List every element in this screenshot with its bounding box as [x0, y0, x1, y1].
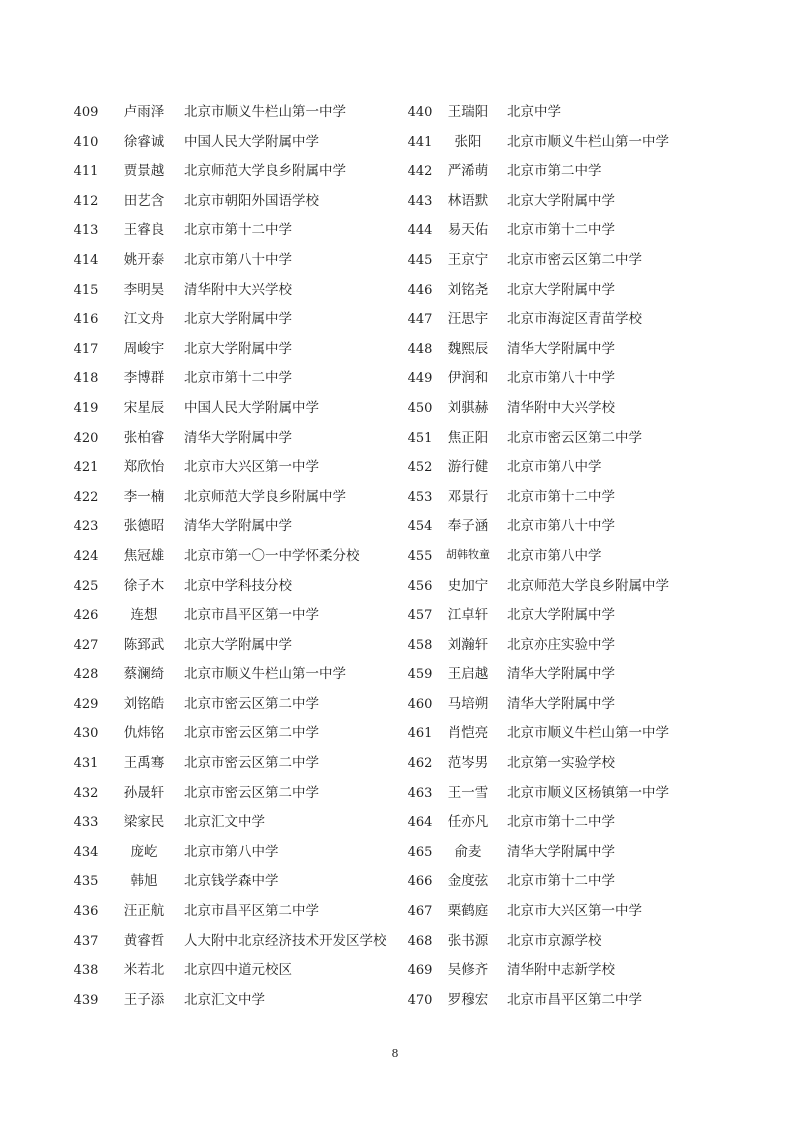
row-number: 465: [407, 844, 433, 860]
list-row: [66, 244, 406, 274]
student-name: 栗鹤庭: [447, 903, 489, 920]
list-row: [400, 895, 730, 925]
list-row: [66, 658, 406, 688]
school-name: 北京第一实验学校: [507, 755, 615, 772]
school-name: 北京中学科技分校: [184, 577, 292, 594]
list-row: [400, 984, 730, 1014]
row-number: 459: [407, 667, 433, 683]
school-name: 清华附中志新学校: [507, 962, 615, 979]
school-name: 清华附中大兴学校: [184, 281, 292, 298]
school-name: 北京市密云区第二中学: [184, 725, 319, 742]
school-name: 清华大学附属中学: [507, 340, 615, 357]
row-number: 450: [407, 400, 433, 416]
list-row: [400, 570, 730, 600]
list-row: [66, 481, 406, 511]
row-number: 469: [407, 963, 433, 979]
row-number: 454: [407, 519, 433, 535]
row-number: 411: [73, 164, 99, 180]
school-name: 北京市海淀区青苗学校: [507, 311, 642, 328]
school-name: 北京汇文中学: [184, 814, 265, 831]
row-number: 463: [407, 785, 433, 801]
student-name: 韩旭: [130, 873, 158, 890]
list-row: [400, 510, 730, 540]
row-number: 462: [407, 756, 433, 772]
school-name: 清华大学附属中学: [507, 843, 615, 860]
school-name: 北京市顺义区杨镇第一中学: [507, 784, 669, 801]
row-number: 460: [407, 696, 433, 712]
student-name: 黄睿哲: [123, 932, 165, 949]
student-name: 王启越: [447, 666, 489, 683]
school-name: 北京市昌平区第一中学: [184, 607, 319, 624]
row-number: 438: [73, 963, 99, 979]
school-name: 北京市密云区第二中学: [184, 755, 319, 772]
school-name: 北京市第十二中学: [507, 222, 615, 239]
list-row: [400, 303, 730, 333]
row-number: 413: [73, 223, 99, 239]
row-number: 427: [73, 637, 99, 653]
student-name: 王瑞阳: [447, 104, 489, 120]
list-row: [400, 954, 730, 984]
student-name: 刘铭尧: [447, 281, 489, 298]
row-number: 419: [73, 400, 99, 416]
row-number: 430: [73, 726, 99, 742]
list-row: [400, 244, 730, 274]
list-row: [400, 333, 730, 363]
school-name: 北京大学附属中学: [507, 281, 615, 298]
student-name: 范岑男: [447, 755, 489, 772]
school-name: 北京钱学森中学: [184, 873, 279, 890]
school-name: 北京市大兴区第一中学: [507, 903, 642, 920]
list-row: [66, 362, 406, 392]
school-name: 清华大学附属中学: [184, 518, 292, 535]
student-name: 汪正航: [123, 903, 165, 920]
list-row: [66, 806, 406, 836]
school-name: 清华大学附属中学: [507, 695, 615, 712]
row-number: 453: [407, 489, 433, 505]
school-name: 北京市第十二中学: [184, 222, 292, 239]
student-name: 胡韩牧童: [446, 547, 490, 561]
list-row: [400, 126, 730, 156]
list-row: [66, 777, 406, 807]
row-number: 470: [407, 992, 433, 1008]
student-name: 李博群: [123, 370, 165, 387]
row-number: 417: [73, 341, 99, 357]
list-row: [66, 629, 406, 659]
student-name: 林语默: [447, 192, 489, 209]
student-name: 郑欣怡: [123, 459, 165, 476]
row-number: 448: [407, 341, 433, 357]
row-number: 458: [407, 637, 433, 653]
school-name: 中国人民大学附属中学: [184, 399, 319, 416]
student-name: 汪思宇: [447, 311, 489, 328]
student-name: 王子添: [123, 991, 165, 1008]
list-row: [66, 717, 406, 747]
school-name: 北京市第八中学: [507, 459, 602, 476]
list-row: [66, 392, 406, 422]
school-name: 北京大学附属中学: [184, 311, 292, 328]
row-number: 440: [407, 105, 433, 120]
row-number: 435: [73, 874, 99, 890]
student-name: 王禹骞: [123, 755, 165, 772]
row-number: 446: [407, 282, 433, 298]
list-row: [66, 747, 406, 777]
student-name: 贾景越: [123, 163, 165, 180]
student-name: 徐子木: [123, 577, 165, 594]
list-row: [400, 688, 730, 718]
school-name: 北京大学附属中学: [507, 607, 615, 624]
row-number: 410: [73, 134, 99, 150]
student-name: 肖恺亮: [447, 725, 489, 742]
school-name: 北京大学附属中学: [184, 340, 292, 357]
row-number: 444: [407, 223, 433, 239]
school-name: 北京大学附属中学: [507, 192, 615, 209]
school-name: 北京市大兴区第一中学: [184, 459, 319, 476]
school-name: 北京市顺义牛栏山第一中学: [507, 133, 669, 150]
list-row: [66, 96, 406, 126]
student-name: 游行健: [447, 459, 489, 476]
student-name: 陈郅武: [123, 636, 165, 653]
row-number: 468: [407, 933, 433, 949]
school-name: 北京市密云区第二中学: [507, 429, 642, 446]
list-row: [400, 865, 730, 895]
student-name: 王睿良: [123, 222, 165, 239]
student-name: 易天佑: [447, 222, 489, 239]
school-name: 北京师范大学良乡附属中学: [507, 577, 669, 594]
list-row: [66, 688, 406, 718]
row-number: 414: [73, 252, 99, 268]
row-number: 457: [407, 608, 433, 624]
list-row: [66, 984, 406, 1014]
row-number: 418: [73, 371, 99, 387]
list-row: [400, 925, 730, 955]
school-name: 北京市顺义牛栏山第一中学: [507, 725, 669, 742]
school-name: 北京市第二中学: [507, 163, 602, 180]
school-name: 北京大学附属中学: [184, 636, 292, 653]
row-number: 464: [407, 815, 433, 831]
row-number: 429: [73, 696, 99, 712]
row-number: 409: [73, 105, 99, 120]
list-row: [400, 599, 730, 629]
student-name: 宋星辰: [123, 399, 165, 416]
student-name: 刘铭皓: [123, 695, 165, 712]
school-name: 北京市第十二中学: [507, 873, 615, 890]
list-row: [400, 806, 730, 836]
student-name: 刘骐赫: [447, 399, 489, 416]
school-name: 北京市第十二中学: [184, 370, 292, 387]
row-number: 451: [407, 430, 433, 446]
list-row: [400, 629, 730, 659]
list-row: [400, 274, 730, 304]
student-name: 焦冠雄: [123, 547, 165, 564]
row-number: 437: [73, 933, 99, 949]
row-number: 422: [73, 489, 99, 505]
row-number: 412: [73, 193, 99, 209]
list-row: [66, 451, 406, 481]
row-number: 461: [407, 726, 433, 742]
list-row: [66, 599, 406, 629]
row-number: 426: [73, 608, 99, 624]
school-name: 北京市第一〇一中学怀柔分校: [184, 547, 360, 564]
student-name: 严浠萌: [447, 163, 489, 180]
school-name: 北京市第八十中学: [507, 370, 615, 387]
row-number: 436: [73, 904, 99, 920]
page-number: 8: [391, 1047, 399, 1060]
list-row: [400, 658, 730, 688]
school-name: 北京亦庄实验中学: [507, 636, 615, 653]
row-number: 442: [407, 164, 433, 180]
school-name: 北京市第八中学: [184, 843, 279, 860]
student-name: 张德昭: [123, 518, 165, 535]
student-name: 仇炜铭: [123, 725, 165, 742]
row-number: 456: [407, 578, 433, 594]
row-number: 428: [73, 667, 99, 683]
student-name: 徐睿诚: [123, 133, 165, 150]
student-name: 伊润和: [447, 370, 489, 387]
school-name: 北京市第八十中学: [184, 251, 292, 268]
school-name: 北京师范大学良乡附属中学: [184, 163, 346, 180]
list-row: [66, 333, 406, 363]
student-name: 俞麦: [454, 843, 482, 860]
student-name: 马培朔: [447, 695, 489, 712]
student-name: 周峻宇: [123, 340, 165, 357]
list-row: [66, 510, 406, 540]
school-name: 北京汇文中学: [184, 991, 265, 1008]
row-number: 420: [73, 430, 99, 446]
list-row: [400, 451, 730, 481]
student-name: 张柏睿: [123, 429, 165, 446]
left-column: [66, 96, 406, 1013]
right-column: [400, 96, 730, 1013]
student-name: 李明昊: [123, 281, 165, 298]
school-name: 北京市第十二中学: [507, 814, 615, 831]
row-number: 432: [73, 785, 99, 801]
row-number: 439: [73, 992, 99, 1008]
student-name: 任亦凡: [447, 814, 489, 831]
school-name: 北京市顺义牛栏山第一中学: [184, 104, 346, 120]
school-name: 北京市京源学校: [507, 932, 602, 949]
row-number: 443: [407, 193, 433, 209]
school-name: 北京市顺义牛栏山第一中学: [184, 666, 346, 683]
row-number: 423: [73, 519, 99, 535]
list-row: [66, 214, 406, 244]
list-row: [400, 422, 730, 452]
row-number: 441: [407, 134, 433, 150]
student-name: 连想: [130, 607, 158, 624]
list-row: [66, 126, 406, 156]
school-name: 北京市朝阳外国语学校: [184, 192, 319, 209]
list-row: [400, 96, 730, 126]
list-row: [400, 747, 730, 777]
row-number: 466: [407, 874, 433, 890]
list-row: [66, 303, 406, 333]
student-name: 吴修齐: [447, 962, 489, 979]
student-name: 张阳: [454, 133, 482, 150]
school-name: 北京市第十二中学: [507, 488, 615, 505]
school-name: 人大附中北京经济技术开发区学校: [184, 932, 387, 949]
list-row: [400, 777, 730, 807]
list-row: [66, 836, 406, 866]
student-name: 李一楠: [123, 488, 165, 505]
school-name: 中国人民大学附属中学: [184, 133, 319, 150]
student-name: 卢雨泽: [123, 104, 165, 120]
student-name: 米若北: [123, 962, 165, 979]
row-number: 424: [73, 548, 99, 564]
school-name: 北京师范大学良乡附属中学: [184, 488, 346, 505]
row-number: 421: [73, 460, 99, 476]
student-name: 魏熙辰: [447, 340, 489, 357]
school-name: 清华大学附属中学: [184, 429, 292, 446]
student-name: 焦正阳: [447, 429, 489, 446]
row-number: 425: [73, 578, 99, 594]
row-number: 433: [73, 815, 99, 831]
list-row: [66, 155, 406, 185]
list-row: [66, 925, 406, 955]
student-name: 刘瀚轩: [447, 636, 489, 653]
list-row: [400, 155, 730, 185]
list-row: [66, 422, 406, 452]
list-row: [400, 362, 730, 392]
school-name: 北京市第八十中学: [507, 518, 615, 535]
list-row: [66, 570, 406, 600]
row-number: 415: [73, 282, 99, 298]
school-name: 清华附中大兴学校: [507, 399, 615, 416]
row-number: 434: [73, 844, 99, 860]
student-name: 江文舟: [123, 311, 165, 328]
list-row: [400, 481, 730, 511]
row-number: 431: [73, 756, 99, 772]
school-name: 北京市昌平区第二中学: [507, 991, 642, 1008]
school-name: 北京市第八中学: [507, 547, 602, 564]
student-name: 江卓轩: [447, 607, 489, 624]
student-name: 罗穆宏: [447, 991, 489, 1008]
school-name: 北京市昌平区第二中学: [184, 903, 319, 920]
row-number: 467: [407, 904, 433, 920]
school-name: 清华大学附属中学: [507, 666, 615, 683]
student-name: 奉子涵: [447, 518, 489, 535]
list-row: [400, 214, 730, 244]
list-row: [400, 392, 730, 422]
list-row: [66, 185, 406, 215]
school-name: 北京市密云区第二中学: [184, 784, 319, 801]
student-name: 金度弦: [447, 873, 489, 890]
list-row: [66, 865, 406, 895]
list-row: [66, 895, 406, 925]
school-name: 北京市密云区第二中学: [184, 695, 319, 712]
student-name: 孙晟轩: [123, 784, 165, 801]
student-name: 庞屹: [130, 843, 158, 860]
student-name: 田艺含: [123, 192, 165, 209]
row-number: 416: [73, 312, 99, 328]
list-row: [400, 540, 730, 570]
student-name: 王一雪: [447, 784, 489, 801]
list-row: [66, 954, 406, 984]
list-row: [66, 274, 406, 304]
row-number: 447: [407, 312, 433, 328]
list-row: [66, 540, 406, 570]
student-name: 张书源: [447, 932, 489, 949]
list-row: [400, 185, 730, 215]
student-name: 蔡澜绮: [123, 666, 165, 683]
school-name: 北京市密云区第二中学: [507, 251, 642, 268]
row-number: 452: [407, 460, 433, 476]
row-number: 449: [407, 371, 433, 387]
row-number: 445: [407, 252, 433, 268]
school-name: 北京中学: [507, 104, 561, 120]
school-name: 北京四中道元校区: [184, 962, 292, 979]
student-name: 邓景行: [447, 488, 489, 505]
student-name: 史加宁: [447, 577, 489, 594]
student-name: 姚开泰: [123, 251, 165, 268]
row-number: 455: [407, 548, 433, 564]
list-row: [400, 836, 730, 866]
student-name: 王京宁: [447, 251, 489, 268]
student-name: 梁家民: [123, 814, 165, 831]
list-row: [400, 717, 730, 747]
